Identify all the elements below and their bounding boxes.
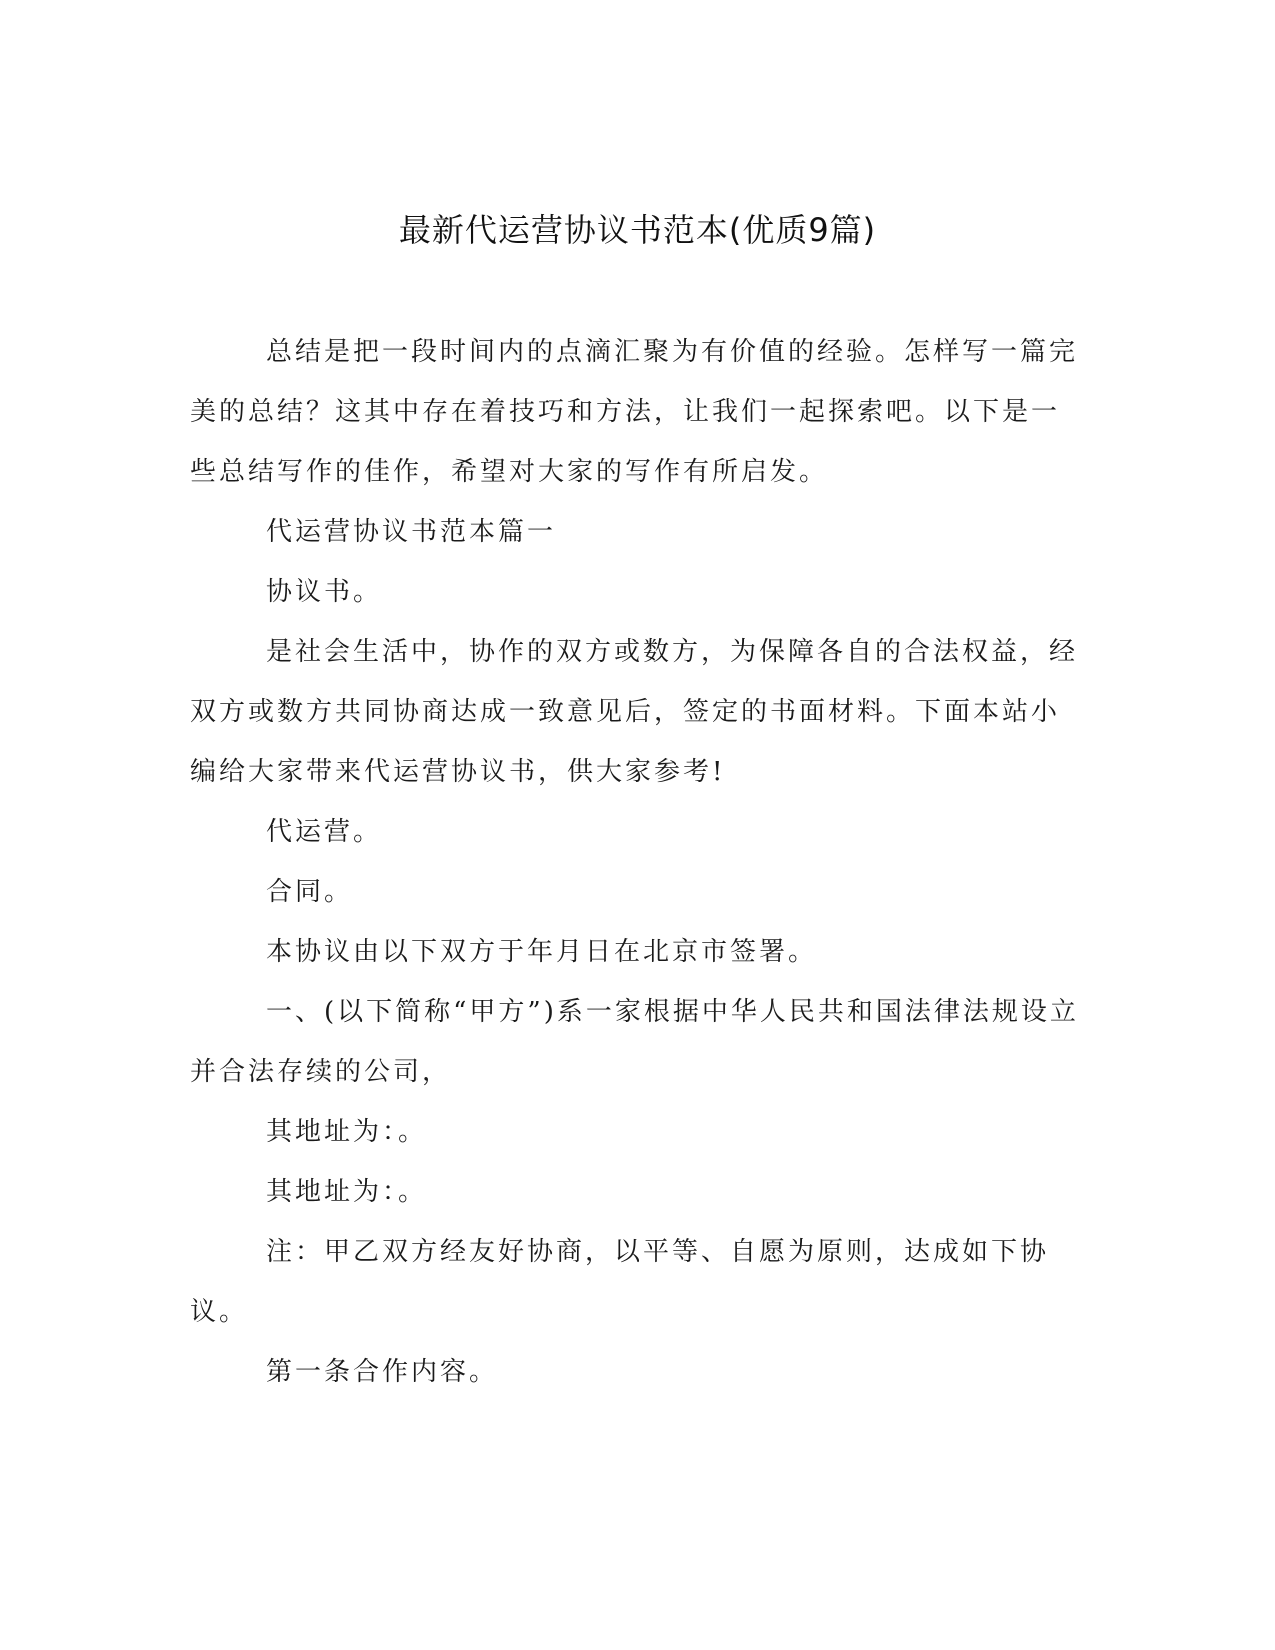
document-title: 最新代运营协议书范本(优质9篇) — [398, 211, 877, 249]
address-line: 其地址为：。 — [266, 1117, 428, 1147]
address-line: 其地址为：。 — [266, 1177, 428, 1207]
paragraph: 本协议由以下双方于年月日在北京市签署。 — [266, 937, 818, 967]
document-body — [190, 322, 1080, 1402]
paragraph: 合同。 — [266, 877, 354, 907]
section-heading: 代运营协议书范本篇一 — [266, 517, 557, 547]
paragraph: 是社会生活中，协作的双方或数方，为保障各自的合法权益，经双方或数方共同协商达成一致意见后，签定的书面材料。下面本站小编给大家带来代运营协议书，供大家参考! — [190, 637, 1079, 787]
intro-paragraph: 总结是把一段时间内的点滴汇聚为有价值的经验。怎样写一篇完美的总结？这其中存在着技巧和方法，让我们一起探索吧。以下是一些总结写作的佳作，希望对大家的写作有所启发。 — [190, 337, 1079, 487]
clause-heading: 第一条合作内容。 — [266, 1357, 499, 1387]
paragraph: 代运营。 — [266, 817, 383, 847]
paragraph: 协议书。 — [266, 577, 383, 607]
note-paragraph: 注：甲乙双方经友好协商，以平等、自愿为原则，达成如下协议。 — [190, 1237, 1050, 1327]
paragraph: 一、(以下简称“甲方”)系一家根据中华人民共和国法律法规设立并合法存续的公司， — [190, 997, 1079, 1087]
